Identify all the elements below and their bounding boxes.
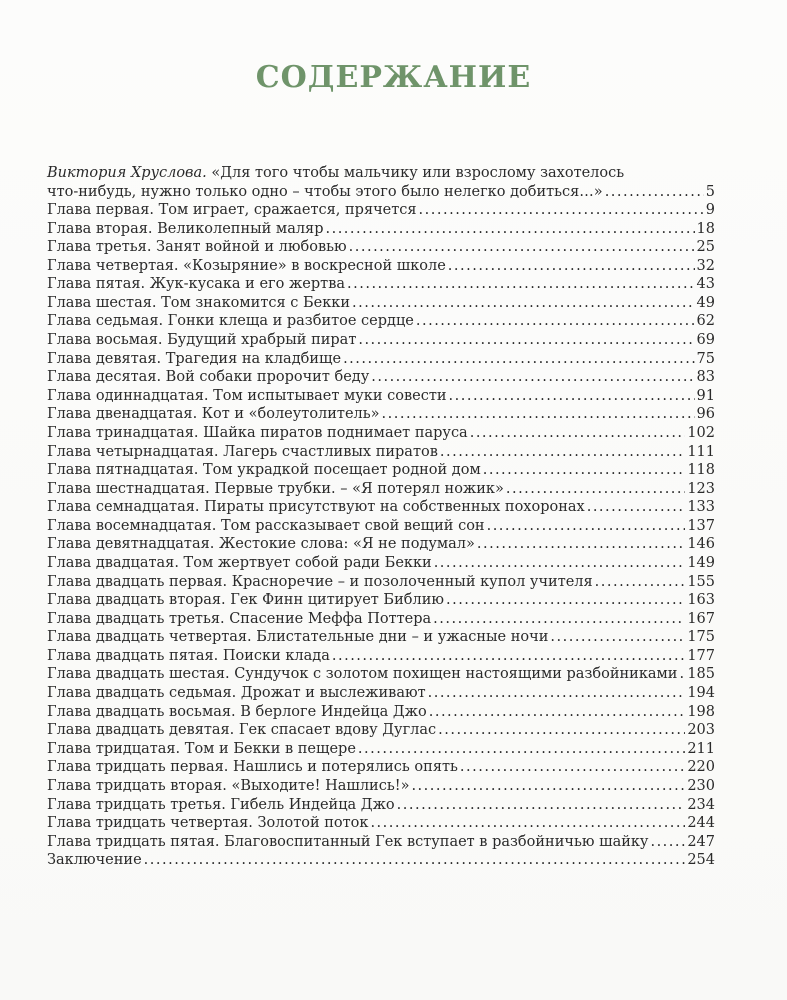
leader-dots [343, 350, 694, 369]
toc-entry-page-number: 254 [687, 852, 715, 869]
toc-entry [47, 257, 715, 276]
toc-entry-page-number: 111 [687, 443, 715, 460]
leader-dots [434, 554, 686, 573]
toc-entry-title: Глава третья. Занят войной и любовью [47, 239, 347, 256]
toc-entry-title: Глава девятая. Трагедия на кладбище [47, 350, 342, 367]
toc-entry [47, 517, 715, 536]
toc-entry-page-number: 25 [696, 239, 715, 256]
toc-entry-title: Глава одиннадцатая. Том испытывает муки совести [47, 387, 447, 404]
toc-entry-page-number: 43 [696, 276, 715, 293]
toc-entry [47, 350, 715, 369]
toc-entry-page-number: 146 [687, 536, 715, 553]
toc-entry-page-number: 96 [696, 406, 715, 423]
intro-line-2 [47, 183, 715, 202]
toc-entry [47, 405, 715, 424]
toc-entry [47, 461, 715, 480]
toc-entry-page-number: 230 [687, 777, 715, 794]
leader-dots [440, 443, 685, 462]
toc-entry [47, 851, 715, 870]
toc-entry-title: Глава двадцать четвертая. Блистательные дни – и ужасные ночи [47, 629, 549, 646]
toc-entry [47, 796, 715, 815]
intro-quote-start: «Для того чтобы мальчику или взрослому захотелось [206, 165, 625, 181]
toc-entry [47, 331, 715, 350]
toc-entry [47, 610, 715, 629]
toc-entry-page-number: 247 [687, 833, 715, 850]
toc-entry-title: Глава шестая. Том знакомится с Бекки [47, 294, 350, 311]
toc-entry [47, 275, 715, 294]
leader-dots [349, 238, 695, 257]
toc-entry-title: Глава десятая. Вой собаки пророчит беду [47, 369, 370, 386]
toc-entry-title: Глава четвертая. «Козыряние» в воскресной школе [47, 257, 446, 274]
toc-entry [47, 238, 715, 257]
leader-dots [358, 740, 685, 759]
toc-entry-title: Глава двадцать девятая. Гек спасает вдову Дуглас [47, 722, 437, 739]
toc-entry-page-number: 133 [687, 499, 715, 516]
intro-page-number: 5 [705, 183, 715, 200]
leader-dots [587, 498, 686, 517]
toc-entry [47, 480, 715, 499]
leader-dots [429, 703, 686, 722]
toc-entry-page-number: 185 [687, 666, 715, 683]
toc-entry-page-number: 9 [705, 202, 715, 218]
leader-dots [428, 684, 686, 703]
toc-entry-page-number: 155 [687, 573, 715, 590]
toc-entry-page-number: 18 [696, 220, 715, 237]
toc-entry-title: Глава вторая. Великолепный маляр [47, 220, 324, 237]
toc-entry-page-number: 149 [687, 554, 715, 571]
leader-dots [477, 535, 685, 554]
toc-entry [47, 740, 715, 759]
toc-entry [47, 814, 715, 833]
leader-dots [332, 647, 685, 666]
toc-entry-page-number: 83 [696, 369, 715, 386]
leader-dots [605, 183, 704, 202]
toc-entry [47, 647, 715, 666]
toc-entry-page-number: 203 [687, 722, 715, 739]
intro-entry [47, 164, 715, 201]
toc-entry-title: Глава тридцать пятая. Благовоспитанный Гек вступает в разбойничью шайку [47, 833, 649, 850]
intro-quote-end: что-нибудь, нужно только одно – чтобы этого было нелегко добиться…» [47, 183, 603, 200]
toc-entry-page-number: 91 [696, 387, 715, 404]
leader-dots [470, 424, 686, 443]
toc-entry-title: Глава двадцать первая. Красноречие – и позолоченный купол учителя [47, 573, 593, 590]
toc-entry-title: Глава двадцать седьмая. Дрожат и выслеживают [47, 685, 426, 702]
toc-entry-page-number: 32 [696, 257, 715, 274]
toc-entry-page-number: 69 [696, 332, 715, 349]
leader-dots [397, 796, 686, 815]
page-title: СОДЕРЖАНИЕ [255, 60, 532, 95]
leader-dots [438, 721, 685, 740]
leader-dots [347, 275, 695, 294]
toc-entry-title: Глава тридцать третья. Гибель Индейца Джо [47, 796, 395, 813]
leader-dots [411, 777, 685, 796]
intro-author: Виктория Хруслова. [47, 165, 207, 181]
toc-entry-title: Глава четырнадцатая. Лагерь счастливых пиратов [47, 443, 438, 460]
leader-dots [382, 405, 695, 424]
toc-entry [47, 665, 715, 684]
toc-entry-title: Глава двадцать восьмая. В берлоге Индейца Джо [47, 703, 427, 720]
toc-entry-page-number: 198 [687, 703, 715, 720]
toc-entry-page-number: 49 [696, 294, 715, 311]
toc-entry-title: Глава тридцать четвертая. Золотой поток [47, 815, 369, 832]
toc-entry-title: Глава восьмая. Будущий храбрый пират [47, 332, 357, 349]
toc-entry-title: Глава первая. Том играет, сражается, прячется [47, 202, 417, 218]
toc-entry-page-number: 220 [687, 759, 715, 776]
leader-dots [650, 833, 685, 852]
toc-entry [47, 201, 715, 220]
toc-entry-title: Заключение [47, 852, 142, 869]
leader-dots [144, 851, 686, 870]
toc-entry [47, 758, 715, 777]
toc-entry-title: Глава двенадцатая. Кот и «болеутолитель» [47, 406, 380, 423]
leader-dots [352, 294, 695, 313]
toc-entry [47, 684, 715, 703]
leader-dots [433, 610, 685, 629]
leader-dots [371, 368, 694, 387]
toc-entry-page-number: 177 [687, 647, 715, 664]
toc-entry-title: Глава семнадцатая. Пираты присутствуют на собственных похоронах [47, 499, 585, 516]
leader-dots [679, 665, 685, 684]
toc-entry-page-number: 175 [687, 629, 715, 646]
toc-entry [47, 535, 715, 554]
toc-entry [47, 554, 715, 573]
leader-dots [487, 517, 686, 536]
toc-entry [47, 573, 715, 592]
toc-entry [47, 591, 715, 610]
intro-line-1 [47, 164, 715, 183]
leader-dots [449, 387, 695, 406]
leader-dots [506, 480, 685, 499]
toc-entry-title: Глава двадцать вторая. Гек Финн цитирует Библию [47, 592, 444, 609]
toc-entry-title: Глава тридцатая. Том и Бекки в пещере [47, 740, 356, 757]
toc-entry-title: Глава тридцать первая. Нашлись и потерялись опять [47, 759, 458, 776]
toc-entry [47, 703, 715, 722]
toc-entry [47, 294, 715, 313]
toc-entry-title: Глава тринадцатая. Шайка пиратов поднимает паруса [47, 424, 468, 441]
toc-entry [47, 721, 715, 740]
leader-dots [325, 220, 694, 239]
toc-entry [47, 220, 715, 239]
toc-entry-title: Глава восемнадцатая. Том рассказывает свой вещий сон [47, 517, 485, 534]
toc-entry-title: Глава девятнадцатая. Жестокие слова: «Я не подумал» [47, 536, 475, 553]
toc-entry-page-number: 137 [687, 517, 715, 534]
toc-entry-page-number: 123 [687, 480, 715, 497]
table-of-contents [47, 201, 715, 870]
toc-entry [47, 424, 715, 443]
toc-entry-page-number: 234 [687, 796, 715, 813]
toc-entry [47, 312, 715, 331]
leader-dots [550, 628, 685, 647]
toc-entry-title: Глава двадцатая. Том жертвует собой ради Бекки [47, 554, 432, 571]
toc-entry [47, 498, 715, 517]
toc-entry-title: Глава пятнадцатая. Том украдкой посещает родной дом [47, 462, 481, 479]
toc-entry-title: Глава двадцать пятая. Поиски клада [47, 647, 330, 664]
toc-entry [47, 443, 715, 462]
toc-entry [47, 833, 715, 852]
toc-entry-page-number: 194 [687, 685, 715, 702]
leader-dots [460, 758, 685, 777]
toc-entry-title: Глава седьмая. Гонки клеща и разбитое сердце [47, 313, 414, 330]
toc-entry [47, 387, 715, 406]
toc-entry-page-number: 163 [687, 592, 715, 609]
leader-dots [370, 814, 685, 833]
toc-entry-page-number: 75 [696, 350, 715, 367]
toc-entry-title: Глава двадцать третья. Спасение Меффа Поттера [47, 610, 432, 627]
toc-entry-page-number: 167 [687, 610, 715, 627]
toc-entry-page-number: 211 [687, 740, 715, 757]
toc-entry-page-number: 102 [687, 424, 715, 441]
toc-entry [47, 368, 715, 387]
leader-dots [483, 461, 686, 480]
leader-dots [358, 331, 694, 350]
leader-dots [448, 257, 695, 276]
toc-entry-title: Глава тридцать вторая. «Выходите! Нашлись!» [47, 777, 410, 794]
leader-dots [419, 201, 704, 220]
toc-entry-title: Глава шестнадцатая. Первые трубки. – «Я потерял ножик» [47, 480, 504, 497]
toc-entry-title: Глава двадцать шестая. Сундучок с золотом похищен настоящими разбойниками [47, 666, 678, 683]
toc-entry [47, 777, 715, 796]
toc-entry-page-number: 118 [687, 462, 715, 479]
leader-dots [416, 312, 695, 331]
leader-dots [595, 573, 686, 592]
toc-entry-page-number: 244 [687, 815, 715, 832]
toc-entry [47, 628, 715, 647]
toc-entry-page-number: 62 [696, 313, 715, 330]
leader-dots [446, 591, 685, 610]
toc-entry-title: Глава пятая. Жук-кусака и его жертва [47, 276, 346, 293]
